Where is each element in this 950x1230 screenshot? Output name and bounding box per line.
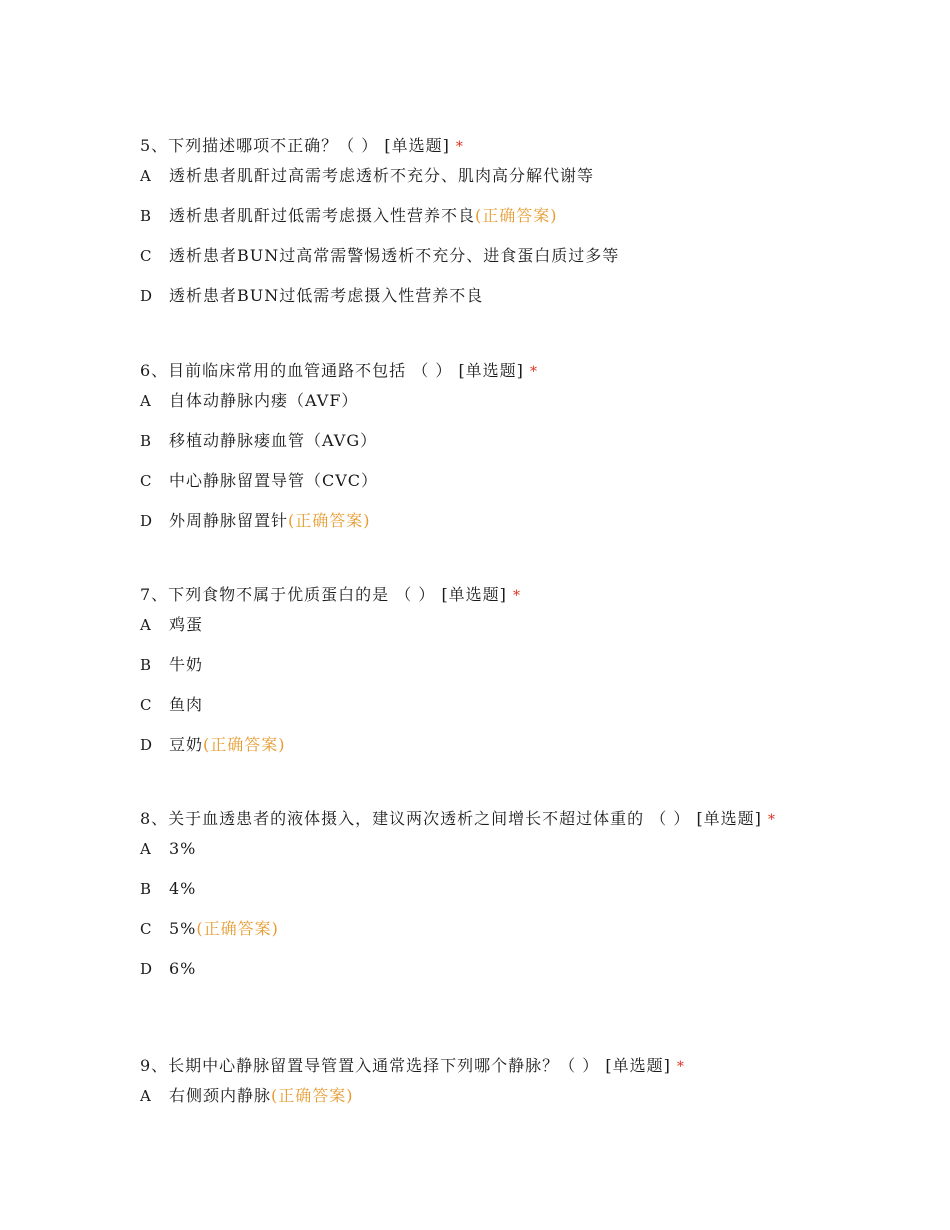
correct-answer-note: (正确答案)	[271, 1086, 354, 1105]
option-a	[140, 615, 800, 655]
option-d	[140, 735, 800, 775]
option-a	[140, 1086, 800, 1126]
option-letter: D	[140, 736, 153, 754]
required-mark: *	[767, 812, 776, 828]
option-text: 鸡蛋	[169, 615, 204, 634]
option-letter: A	[140, 840, 151, 858]
correct-answer-note: (正确答案)	[196, 919, 279, 938]
option-text: 透析患者肌酐过低需考虑摄入性营养不良	[169, 206, 476, 225]
required-mark: *	[676, 1059, 685, 1075]
option-text: 移植动静脉瘘血管（AVG）	[169, 431, 378, 450]
option-d	[140, 511, 800, 551]
option-letter: D	[140, 960, 153, 978]
option-letter: B	[140, 432, 152, 450]
required-mark: *	[512, 588, 521, 604]
option-text: 鱼肉	[169, 695, 204, 714]
question-6	[140, 359, 800, 551]
option-a	[140, 839, 800, 879]
option-c	[140, 471, 800, 511]
option-letter: B	[140, 207, 152, 225]
option-text: 透析患者BUN过低需考虑摄入性营养不良	[169, 286, 484, 305]
option-letter: B	[140, 880, 152, 898]
question-5	[140, 134, 800, 326]
question-9	[140, 1054, 800, 1126]
question-7	[140, 583, 800, 775]
option-c	[140, 695, 800, 735]
option-letter: B	[140, 656, 152, 674]
option-text: 豆奶	[169, 735, 204, 754]
option-letter: C	[140, 472, 152, 490]
option-text: 4%	[169, 879, 197, 898]
option-text: 3%	[169, 839, 197, 858]
question-stem	[140, 807, 800, 832]
option-b	[140, 655, 800, 695]
option-a	[140, 166, 800, 206]
question-stem	[140, 583, 800, 608]
option-b	[140, 206, 800, 246]
option-letter: A	[140, 392, 151, 410]
option-text: 中心静脉留置导管（CVC）	[169, 471, 379, 490]
option-text: 牛奶	[169, 655, 204, 674]
option-b	[140, 431, 800, 471]
option-letter: D	[140, 287, 153, 305]
option-text: 右侧颈内静脉	[169, 1086, 272, 1105]
option-text: 5%	[169, 919, 197, 938]
option-d	[140, 959, 800, 999]
option-text: 外周静脉留置针	[169, 511, 289, 530]
option-text: 透析患者肌酐过高需考虑透析不充分、肌肉高分解代谢等	[169, 166, 595, 185]
option-text: 6%	[169, 959, 197, 978]
option-letter: A	[140, 167, 151, 185]
question-stem	[140, 359, 800, 384]
option-text: 自体动静脉内瘘（AVF）	[169, 391, 359, 410]
option-letter: D	[140, 512, 153, 530]
required-mark: *	[455, 139, 464, 155]
question-text: 8、关于血透患者的液体摄入，建议两次透析之间增长不超过体重的 （ ） [单选题]	[140, 809, 762, 828]
correct-answer-note: (正确答案)	[288, 511, 371, 530]
question-8	[140, 807, 800, 999]
required-mark: *	[529, 364, 538, 380]
question-text: 7、下列食物不属于优质蛋白的是 （ ） [单选题]	[140, 585, 507, 604]
correct-answer-note: (正确答案)	[203, 735, 286, 754]
option-letter: C	[140, 247, 152, 265]
option-text: 透析患者BUN过高常需警惕透析不充分、进食蛋白质过多等	[169, 246, 620, 265]
option-c	[140, 246, 800, 286]
option-d	[140, 286, 800, 326]
question-text: 5、下列描述哪项不正确？（ ） [单选题]	[140, 136, 450, 155]
option-b	[140, 879, 800, 919]
question-text: 6、目前临床常用的血管通路不包括 （ ） [单选题]	[140, 361, 524, 380]
option-a	[140, 391, 800, 431]
option-c	[140, 919, 800, 959]
option-letter: C	[140, 696, 152, 714]
option-letter: A	[140, 1087, 151, 1105]
option-letter: C	[140, 920, 152, 938]
question-stem	[140, 1054, 800, 1079]
question-stem	[140, 134, 800, 159]
option-letter: A	[140, 616, 151, 634]
correct-answer-note: (正确答案)	[475, 206, 558, 225]
question-text: 9、长期中心静脉留置导管置入通常选择下列哪个静脉？（ ） [单选题]	[140, 1056, 671, 1075]
